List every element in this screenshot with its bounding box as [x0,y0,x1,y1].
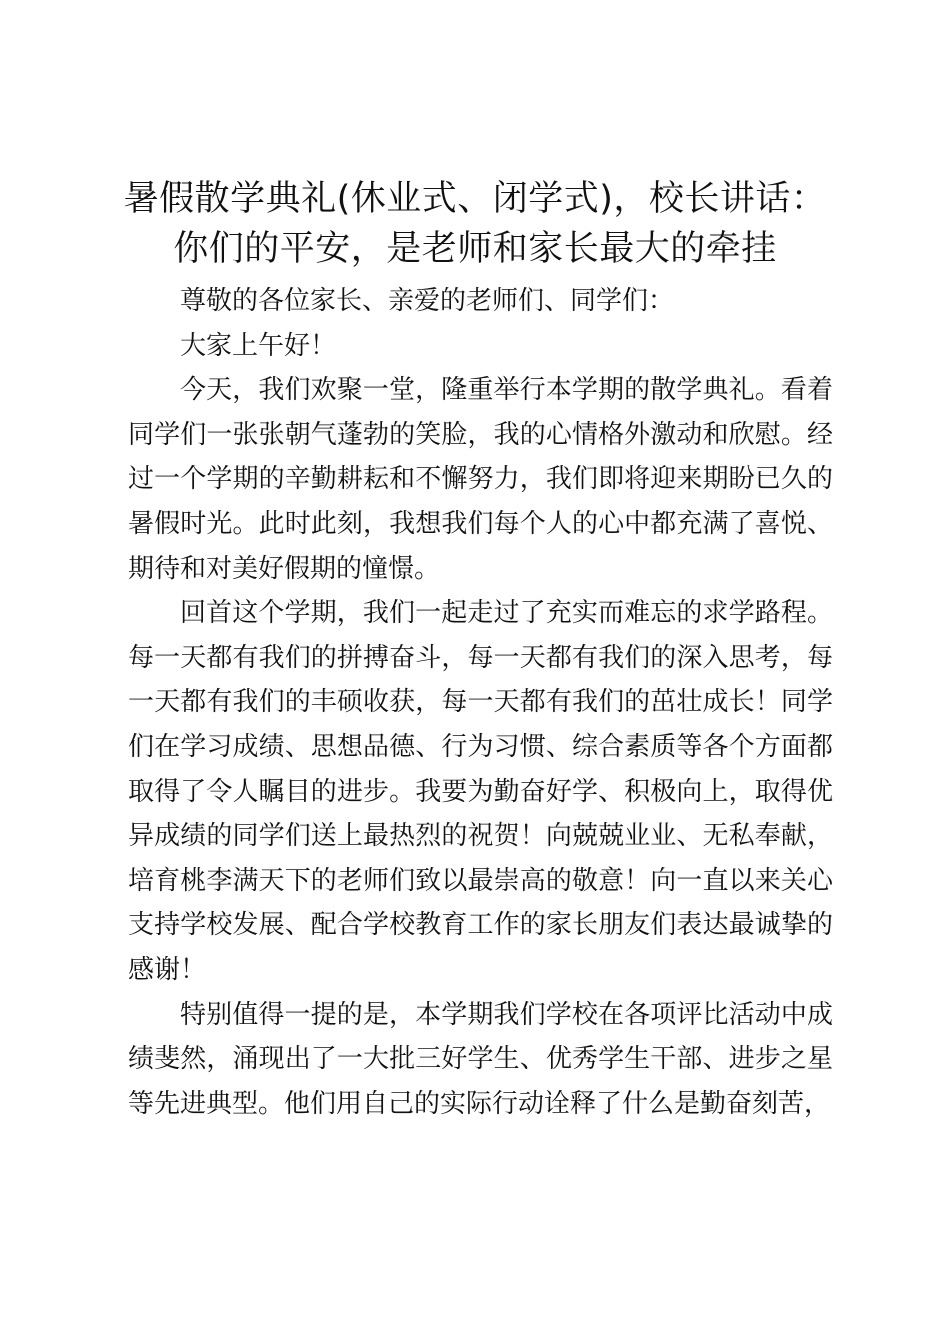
title-line-1: 暑假散学典礼(休业式、闭学式)，校长讲话： [123,179,827,219]
greeting-paragraph: 大家上午好！ [180,330,337,361]
body-paragraph-2: 回首这个学期，我们一起走过了充实而难忘的求学路程。每一天都有我们的拼搏奋斗，每一天都有我们的深入思考，每一天都有我们的丰硕收获，每一天都有我们的茁壮成长！同学们在学习成绩、思想品德、行为习惯、综合素质等各个方面都取得了令人瞩目的进步。我要为勤奋好学、积极向上，取得优异成绩的同学们送上最热烈的祝贺！向兢兢业业、无私奉献，培育桃李满天下的老师们致以最崇高的敬意！向一直以来关心支持学校发展、配合学校教育工作的家长朋友们表达最诚挚的感谢！ [128,598,833,985]
salutation-paragraph: 尊敬的各位家长、亲爱的老师们、同学们： [180,286,675,316]
title-line-2: 你们的平安，是老师和家长最大的牵挂 [173,229,777,269]
body-paragraph-3: 特别值得一提的是，本学期我们学校在各项评比活动中成绩斐然，涌现出了一大批三好学生、优秀学生干部、进步之星等先进典型。他们用自己的实际行动诠释了什么是勤奋刻苦， [128,999,833,1119]
body-paragraph-1: 今天，我们欢聚一堂，隆重举行本学期的散学典礼。看着同学们一张张朝气蓬勃的笑脸，我的心情格外激动和欣慰。经过一个学期的辛勤耕耘和不懈努力，我们即将迎来期盼已久的暑假时光。此时此刻，我想我们每个人的心中都充满了喜悦、期待和对美好假期的憧憬。 [128,375,833,584]
document-title [100,174,850,274]
document-body [128,279,833,1126]
